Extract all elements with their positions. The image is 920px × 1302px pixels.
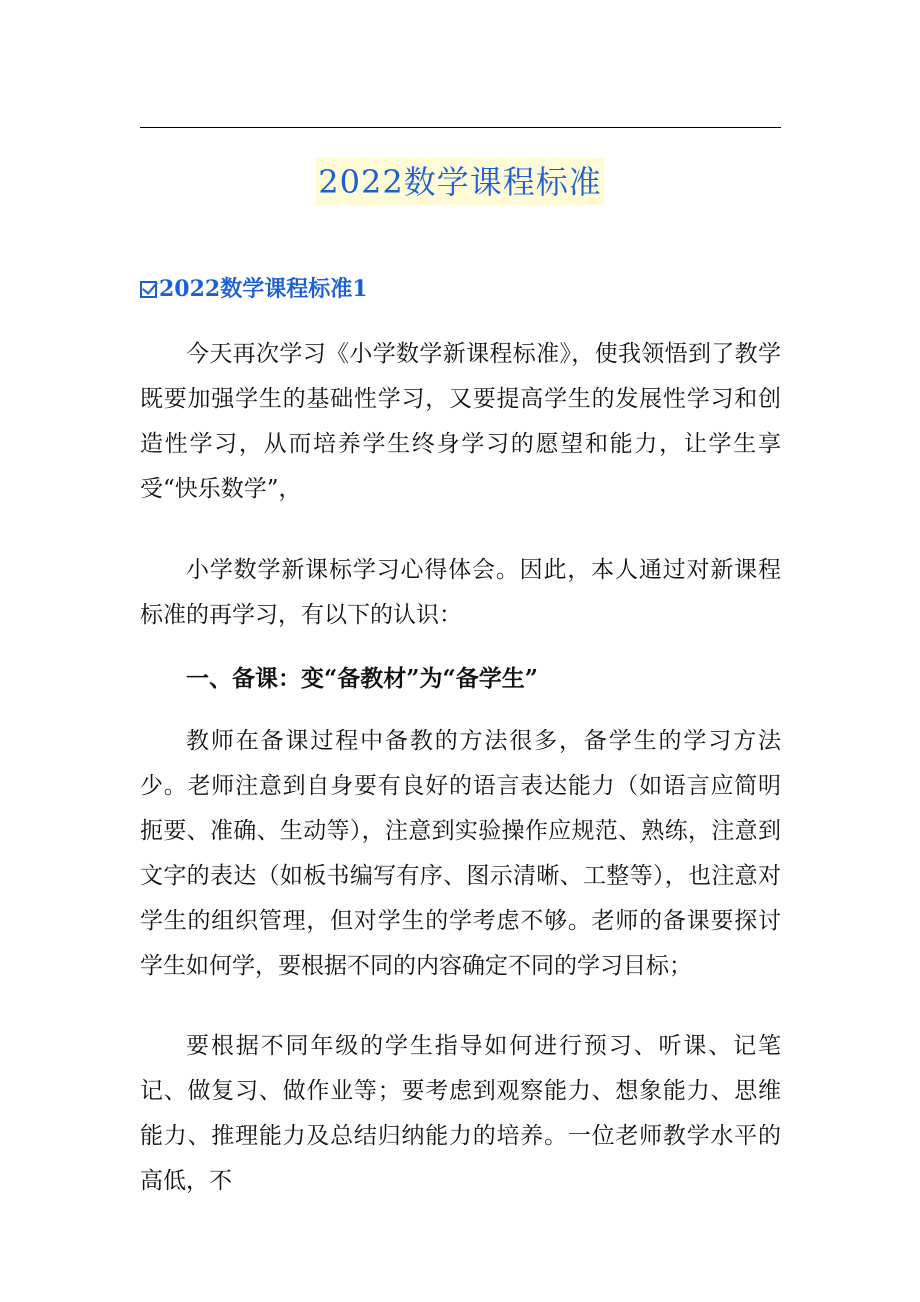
- subheading-lesson-prep: 一、备课：变“备教材”为“备学生”: [186, 665, 538, 692]
- title-container: [0, 158, 920, 206]
- checkbox-check-icon: [140, 281, 157, 298]
- paragraph-2: 小学数学新课标学习心得体会。因此，本人通过对新课程标准的再学习，有以下的认识：: [140, 557, 781, 628]
- section-heading-text: 2022数学课程标准1: [159, 276, 368, 302]
- top-divider: [140, 127, 781, 128]
- section-heading: [140, 271, 368, 307]
- paragraph-3: 教师在备课过程中备教的方法很多，备学生的学习方法少。老师注意到自身要有良好的语言表达能力（如语言应简明扼要、准确、生动等），注意到实验操作应规范、熟练，注意到文字的表达（如板书编写有序、图示清晰、工整等），也注意对学生的组织管理，但对学生的学考虑不够。老师的备课要探讨学生如何学，要根据不同的内容确定不同的学习目标；: [140, 728, 781, 979]
- paragraph-1: 今天再次学习《小学数学新课程标准》，使我领悟到了教学既要加强学生的基础性学习，又要提高学生的发展性学习和创造性学习，从而培养学生终身学习的愿望和能力，让学生享受“快乐数学”，: [140, 341, 781, 502]
- paragraph-4: 要根据不同年级的学生指导如何进行预习、听课、记笔记、做复习、做作业等；要考虑到观察能力、想象能力、思维能力、推理能力及总结归纳能力的培养。一位老师教学水平的高低，不: [140, 1033, 781, 1194]
- page-title: 2022数学课程标准: [316, 158, 603, 206]
